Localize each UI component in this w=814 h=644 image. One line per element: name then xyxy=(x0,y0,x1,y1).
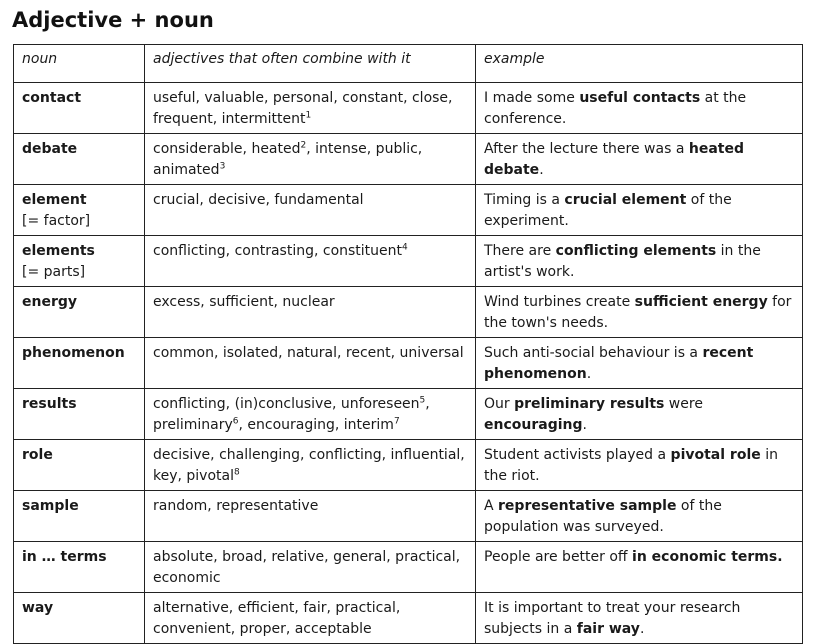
noun-cell xyxy=(14,134,145,185)
adjectives-cell xyxy=(145,287,476,338)
table-row xyxy=(14,236,803,287)
example-cell xyxy=(476,542,803,593)
footnote-marker: 2 xyxy=(300,140,307,151)
footnote-marker: 4 xyxy=(402,242,408,253)
noun-cell xyxy=(14,236,145,287)
example-cell xyxy=(476,134,803,185)
table-row xyxy=(14,83,803,134)
noun-label: element xyxy=(22,192,87,208)
table-row xyxy=(14,134,803,185)
collocation-table xyxy=(13,44,803,644)
text-fragment: People are better off xyxy=(484,549,633,565)
text-fragment: . xyxy=(539,162,544,178)
table-row xyxy=(14,593,803,644)
example-cell xyxy=(476,83,803,134)
noun-cell xyxy=(14,185,145,236)
example-cell xyxy=(476,287,803,338)
noun-cell xyxy=(14,491,145,542)
header-noun: noun xyxy=(14,45,145,83)
noun-cell xyxy=(14,389,145,440)
text-fragment: . xyxy=(582,417,587,433)
bold-collocation: fair way xyxy=(576,621,640,637)
adjectives-cell xyxy=(145,134,476,185)
adjectives-cell xyxy=(145,236,476,287)
text-fragment: crucial, decisive, fundamental xyxy=(153,192,364,208)
text-fragment: of the experiment. xyxy=(484,192,732,229)
footnote-marker: 5 xyxy=(419,395,426,406)
text-fragment: absolute, broad, relative, general, practical, economic xyxy=(153,549,461,586)
text-fragment: Student activists played a xyxy=(484,447,671,463)
text-fragment: Timing is a xyxy=(484,192,565,208)
text-fragment: excess, sufficient, nuclear xyxy=(153,294,335,310)
footnote-marker: 1 xyxy=(305,110,312,121)
text-fragment: useful, valuable, personal, constant, close, frequent, intermittent xyxy=(153,90,453,127)
noun-label: energy xyxy=(22,294,78,310)
noun-cell xyxy=(14,593,145,644)
bold-collocation: recent phenomenon xyxy=(484,345,754,382)
text-fragment: decisive, challenging, conflicting, influential, key, pivotal xyxy=(153,447,465,484)
noun-label: sample xyxy=(22,498,79,514)
text-fragment: of the population was surveyed. xyxy=(484,498,722,535)
table-row xyxy=(14,185,803,236)
table-row xyxy=(14,491,803,542)
noun-label: contact xyxy=(22,90,82,106)
text-fragment: There are xyxy=(484,243,556,259)
text-fragment: . xyxy=(639,621,645,637)
bold-collocation: in economic terms. xyxy=(632,549,783,565)
bold-collocation: representative sample xyxy=(498,498,677,514)
text-fragment: , encouraging, interim xyxy=(238,417,394,433)
bold-collocation: conflicting elements xyxy=(555,243,717,259)
text-fragment: conflicting, contrasting, constituent xyxy=(153,243,403,259)
adjectives-cell xyxy=(145,338,476,389)
text-fragment: alternative, efficient, fair, practical, convenient, proper, acceptable xyxy=(153,600,401,637)
example-cell xyxy=(476,491,803,542)
noun-label: debate xyxy=(22,141,78,157)
footnote-marker: 6 xyxy=(232,416,239,427)
page-title: Adjective + noun xyxy=(12,8,214,32)
noun-cell xyxy=(14,287,145,338)
table-row xyxy=(14,287,803,338)
table-row xyxy=(14,440,803,491)
table-row xyxy=(14,338,803,389)
example-cell xyxy=(476,440,803,491)
text-fragment: at the conference. xyxy=(484,90,747,127)
footnote-marker: 7 xyxy=(393,416,400,427)
text-fragment: , preliminary xyxy=(153,396,430,433)
bold-collocation: preliminary results xyxy=(514,396,665,412)
text-fragment: Our xyxy=(484,396,515,412)
noun-label: in … terms xyxy=(22,549,107,565)
bold-collocation: heated debate xyxy=(484,141,744,178)
noun-label: results xyxy=(22,396,77,412)
bold-collocation: useful contacts xyxy=(579,90,701,106)
noun-label: way xyxy=(22,600,54,616)
text-fragment: A xyxy=(484,498,499,514)
example-cell xyxy=(476,185,803,236)
noun-label: phenomenon xyxy=(22,345,125,361)
example-cell xyxy=(476,236,803,287)
noun-cell xyxy=(14,440,145,491)
header-adjectives: adjectives that often combine with it xyxy=(145,45,476,83)
adjectives-cell xyxy=(145,389,476,440)
bold-collocation: crucial element xyxy=(564,192,687,208)
noun-label: role xyxy=(22,447,53,463)
table-body xyxy=(14,83,803,644)
noun-gloss: [= factor] xyxy=(22,213,91,229)
noun-gloss: [= parts] xyxy=(22,264,86,280)
text-fragment: in the artist's work. xyxy=(484,243,761,280)
text-fragment: considerable, heated xyxy=(153,141,301,157)
bold-collocation: sufficient energy xyxy=(634,294,768,310)
adjectives-cell xyxy=(145,491,476,542)
header-example: example xyxy=(476,45,803,83)
adjectives-cell xyxy=(145,593,476,644)
noun-cell xyxy=(14,338,145,389)
adjectives-cell xyxy=(145,185,476,236)
footnote-marker: 8 xyxy=(234,467,240,478)
footnote-marker: 3 xyxy=(219,161,226,172)
adjectives-cell xyxy=(145,440,476,491)
text-fragment: conflicting, (in)conclusive, unforeseen xyxy=(153,396,420,412)
text-fragment: for the town's needs. xyxy=(484,294,792,331)
text-fragment: . xyxy=(586,366,592,382)
bold-collocation: encouraging xyxy=(484,417,583,433)
example-cell xyxy=(476,593,803,644)
table-row xyxy=(14,542,803,593)
text-fragment: in the riot. xyxy=(484,447,778,484)
text-fragment: Wind turbines create xyxy=(484,294,635,310)
text-fragment: I made some xyxy=(484,90,580,106)
adjectives-cell xyxy=(145,542,476,593)
adjectives-cell xyxy=(145,83,476,134)
noun-label: elements xyxy=(22,243,95,259)
bold-collocation: pivotal role xyxy=(670,447,761,463)
text-fragment: random, representative xyxy=(153,498,319,514)
text-fragment: common, isolated, natural, recent, universal xyxy=(153,345,464,361)
noun-cell xyxy=(14,83,145,134)
text-fragment: were xyxy=(664,396,703,412)
noun-cell xyxy=(14,542,145,593)
text-fragment: It is important to treat your research subjects in a xyxy=(484,600,741,637)
text-fragment: Such anti-social behaviour is a xyxy=(484,345,703,361)
example-cell xyxy=(476,389,803,440)
text-fragment: After the lecture there was a xyxy=(484,141,689,157)
header-row xyxy=(14,45,803,83)
text-fragment: , intense, public, animated xyxy=(153,141,423,178)
example-cell xyxy=(476,338,803,389)
table-row xyxy=(14,389,803,440)
